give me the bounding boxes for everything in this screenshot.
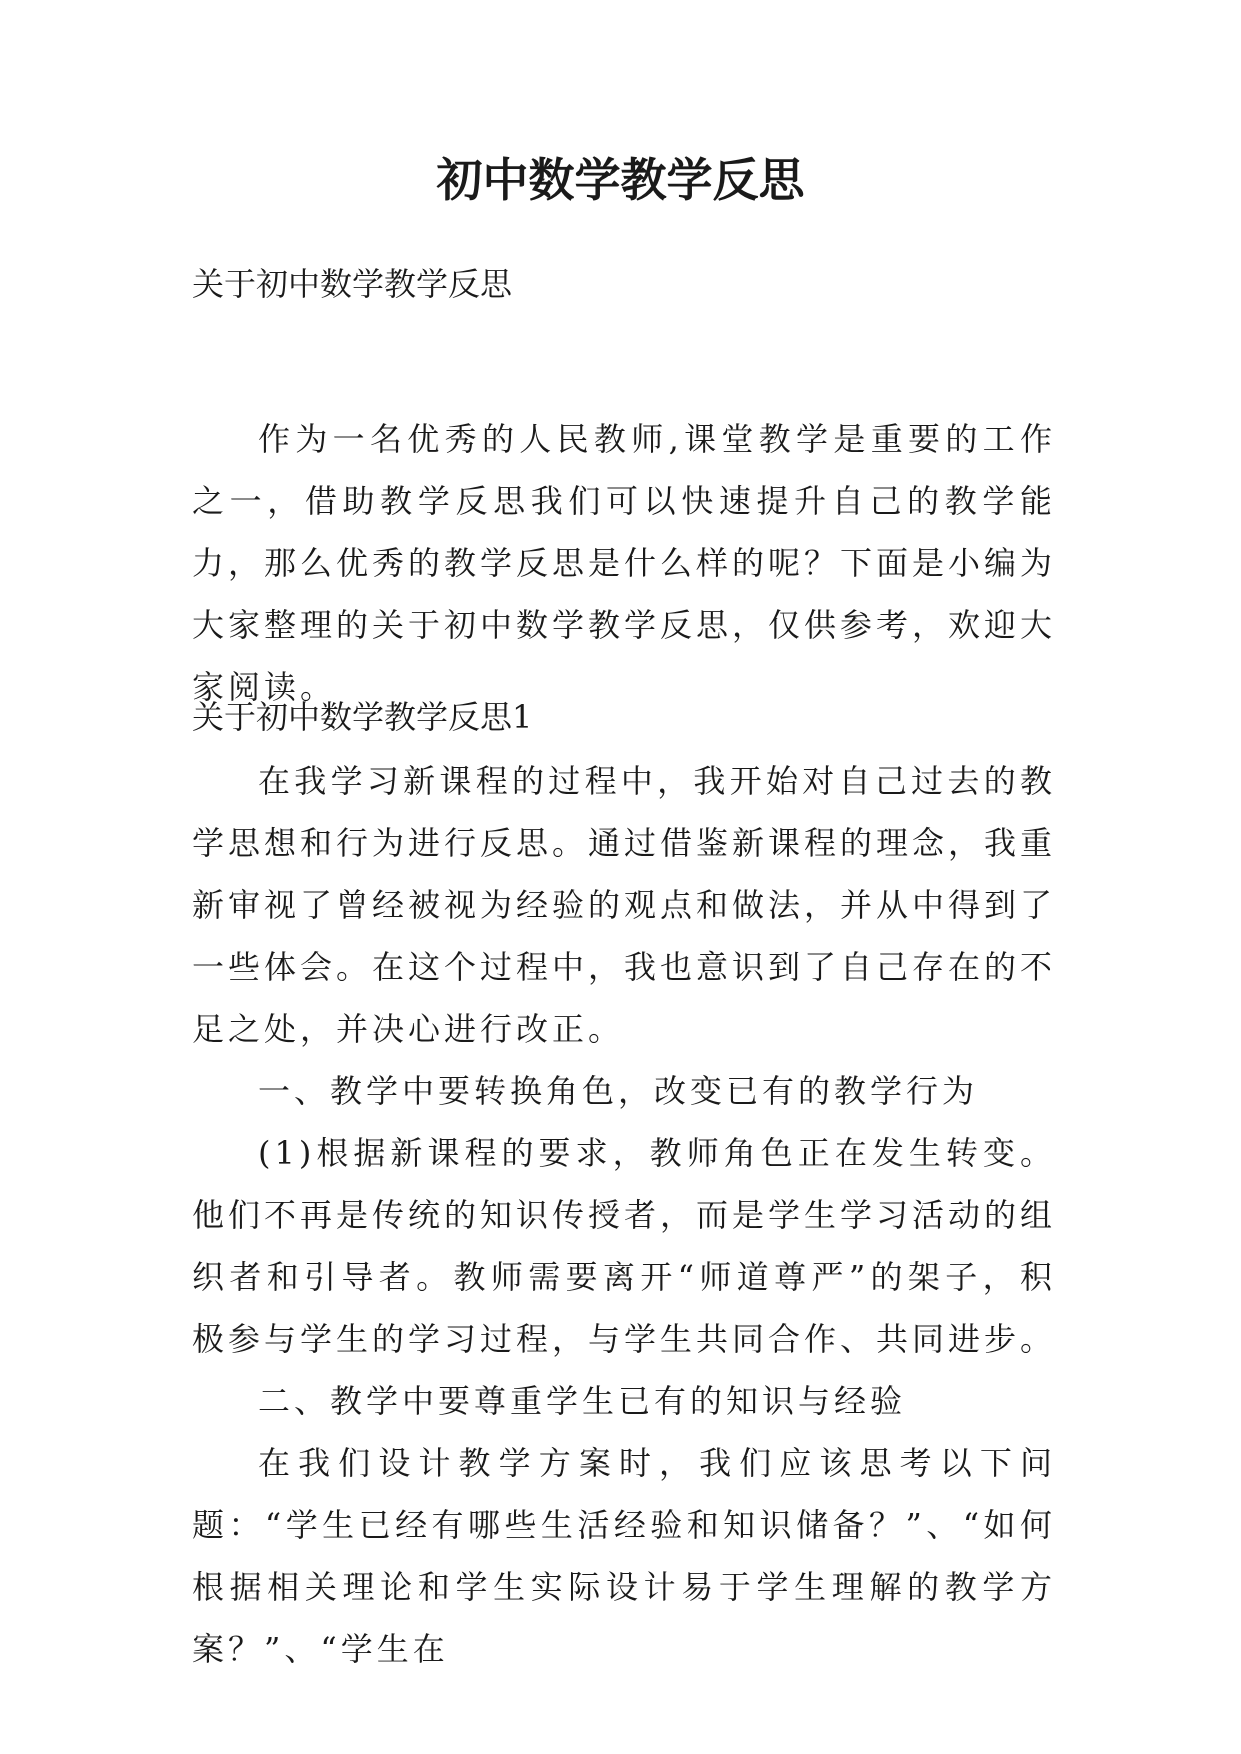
paragraph: 在我们设计教学方案时，我们应该思考以下问题：“学生已经有哪些生活经验和知识储备？”、“如何根据相关理论和学生实际设计易于学生理解的教学方案？”、“学生在 — [192, 1444, 1056, 1668]
subheading: 一、教学中要转换角色，改变已有的教学行为 — [258, 1072, 979, 1110]
document-title: 初中数学教学反思 — [436, 153, 805, 207]
subheading: 二、教学中要尊重学生已有的知识与经验 — [258, 1382, 907, 1420]
intro-section — [192, 408, 1056, 718]
intro-paragraph: 作为一名优秀的人民教师,课堂教学是重要的工作之一，借助教学反思我们可以快速提升自己的教学能力，那么优秀的教学反思是什么样的呢？下面是小编为大家整理的关于初中数学教学反思，仅供参考，欢迎大家阅读。 — [192, 420, 1057, 706]
document-subtitle: 关于初中数学教学反思 — [192, 265, 513, 303]
section-body — [192, 750, 1056, 1680]
section-heading: 关于初中数学教学反思1 — [192, 698, 533, 736]
paragraph: 在我学习新课程的过程中，我开始对自己过去的教学思想和行为进行反思。通过借鉴新课程的理念，我重新审视了曾经被视为经验的观点和做法，并从中得到了一些体会。在这个过程中，我也意识到了自己存在的不足之处，并决心进行改正。 — [192, 762, 1057, 1048]
paragraph: (1)根据新课程的要求，教师角色正在发生转变。他们不再是传统的知识传授者，而是学生学习活动的组织者和引导者。教师需要离开“师道尊严”的架子，积极参与学生的学习过程，与学生共同合作、共同进步。 — [192, 1134, 1057, 1358]
